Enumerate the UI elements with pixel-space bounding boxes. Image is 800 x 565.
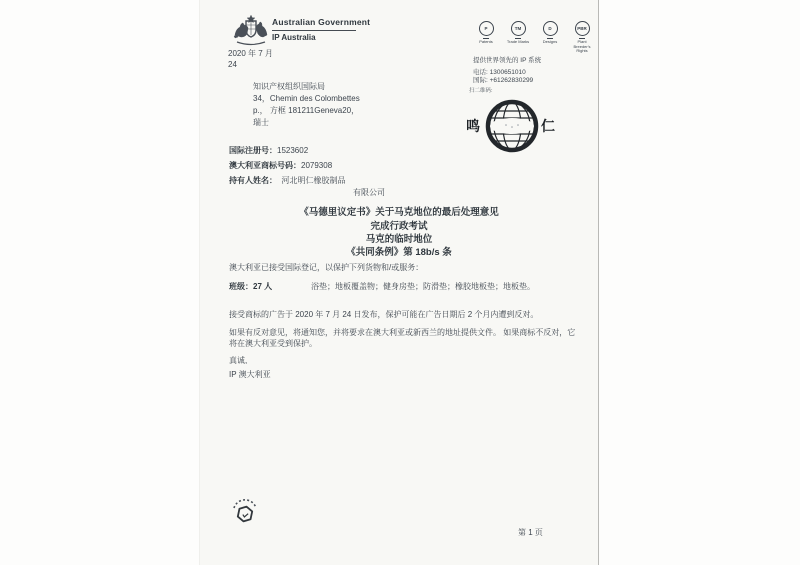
letter-title-line2: 完成行政考试 [370, 221, 428, 232]
goods-class-label: 班级：27 人 [229, 282, 273, 291]
au-trademark-number [229, 160, 332, 171]
qr-label: 扫二维码: [469, 88, 493, 94]
body-paragraph-2: 如果有反对意见，将通知您，并将要求在澳大利亚或新西兰的地址提供文件。 如果商标不反对，它将在澳大利亚受到保护。 [229, 328, 576, 348]
closing-line: 真诚, [229, 356, 248, 365]
patents-label: Patents [479, 39, 493, 44]
globe-icon [484, 98, 540, 159]
holder-name-line2: 有限公司 [353, 188, 385, 197]
stamp-icon [231, 495, 259, 530]
gov-header [272, 17, 371, 42]
body-paragraph-1: 接受商标的广告于 2020 年 7 月 24 日发布，保护可能在广告日期后 2 个月内遭到反对。 [229, 310, 539, 319]
pbr-label: Plant Breeder's Rights [573, 39, 591, 53]
recipient-line: 34，Chemin des Colombettes [253, 94, 360, 103]
intl-reg-value: 1523602 [277, 146, 309, 155]
body-intro: 澳大利亚已接受国际登记，以保护下列货物和/或服务： [229, 263, 424, 272]
ip-rights-icons [474, 21, 594, 54]
letter-title-line1: 《马德里议定书》关于马克地位的最后处理意见 [299, 207, 499, 218]
pbr-icon [570, 21, 594, 54]
designs-circle: D [543, 21, 558, 36]
au-number-label: 澳大利亚商标号码： [229, 161, 301, 170]
holder-label: 持有人姓名： [229, 176, 277, 185]
letter-title-line3: 马克的临时地位 [365, 234, 433, 245]
phone-line: 电话: 1300651010 [473, 69, 526, 76]
recipient-line: 知识产权组织国际局 [253, 82, 325, 91]
trademarks-icon [506, 21, 530, 54]
international-line: 国际: +61262830299 [473, 77, 534, 84]
goods-list: 浴垫；地板覆盖物；健身房垫；防滑垫；橡胶地板垫；地板垫。 [311, 282, 535, 291]
document-page [199, 0, 599, 565]
recipient-line: 瑞士 [253, 118, 269, 127]
gov-subtitle: IP Australia [272, 33, 316, 42]
recipient-address [253, 81, 360, 129]
letter-date-day: 24 [228, 60, 237, 69]
page-number: 第 1 页 [518, 528, 543, 537]
australian-coat-of-arms-icon [232, 13, 270, 51]
intl-registration-number [229, 145, 308, 156]
letter-date-month: 2020 年 7 月 [228, 49, 273, 58]
trademark-image [462, 96, 572, 158]
letter-title-line4: 《共同条例》第 18b/s 条 [346, 247, 452, 258]
intl-reg-label: 国际注册号： [229, 146, 277, 155]
patents-icon [474, 21, 498, 54]
trademarks-circle: TM [511, 21, 526, 36]
trademark-left-character: 鸣 [466, 118, 480, 134]
signature-line: IP 澳大利亚 [229, 370, 271, 379]
trademark-right-character: 仁 [541, 118, 555, 134]
holder-name [229, 175, 345, 186]
recipient-line: p.， 方框 181211Geneva20， [253, 106, 360, 115]
pbr-circle: PBR [575, 21, 590, 36]
au-number-value: 2079308 [301, 161, 333, 170]
trademarks-label: Trade Marks [506, 39, 530, 44]
patents-circle: P [479, 21, 494, 36]
designs-label: Designs [542, 39, 558, 44]
gov-title: Australian Government [272, 17, 356, 31]
holder-value: 河北明仁橡胶制品 [281, 176, 346, 185]
tagline: 提供世界领先的 IP 系统 [473, 57, 542, 64]
designs-icon [538, 21, 562, 54]
